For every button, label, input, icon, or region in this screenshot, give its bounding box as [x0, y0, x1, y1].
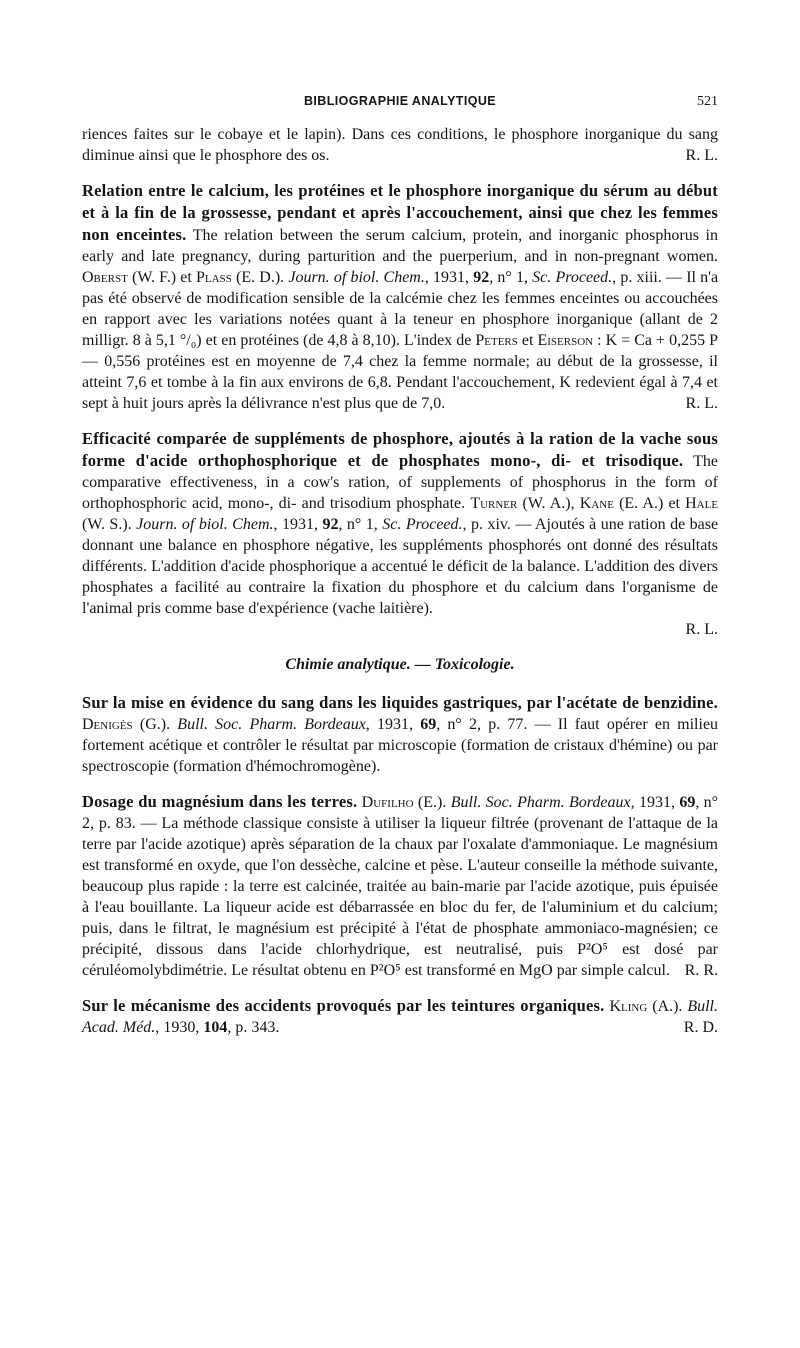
author-name: Dufilho: [361, 794, 414, 811]
conjunction: et: [180, 269, 192, 286]
issue: , p. 343.: [227, 1019, 280, 1036]
continuation-paragraph: [82, 124, 718, 166]
english-title: The relation between the serum calcium, protein, and inorganic phosphorus in early and late pregnancy, during parturition and the puerperium, and in non-pregnant women.: [82, 227, 718, 265]
pages: , p. xiii. —: [612, 269, 683, 286]
abstract-entry: [82, 791, 718, 981]
journal-name: Journ. of biol. Chem.: [288, 269, 425, 286]
author-name: Oberst: [82, 269, 128, 286]
journal-name: Bull. Soc. Pharm. Bordeaux,: [177, 716, 370, 733]
author-name: Hale: [685, 495, 719, 512]
signature: R. L.: [685, 147, 718, 164]
entry-title: Relation entre le calcium, les protéines et le phosphore inorganique du sérum au début et à la fin de la grossesse, pendant et après l'accouchement, ainsi que chez les femmes non enceintes.: [82, 181, 718, 244]
issue: , n° 1,: [338, 516, 378, 533]
author-initials: (W. F.): [131, 269, 177, 286]
year: 1931,: [377, 716, 414, 733]
conjunction: et: [668, 495, 680, 512]
issue: , n° 1,: [489, 269, 528, 286]
year: , 1931,: [273, 516, 318, 533]
abstract-body: Ajoutés à une ration de base donnant une balance en phosphore négative, les suppléments phosphorés ont donné des résultats différents. L'addition d'acide phosphorique a accentué le déficit de la balance. L'addition des divers phosphates a facilité au contraire la fixation du phosphore et du calcium dans l'organisme de l'animal pris comme base d'expérience (vache laitière).: [82, 516, 719, 617]
abstract-body: La méthode classique consiste à utiliser la liqueur filtrée (provenant de l'attaque de la terre par l'acide azotique) après séparation de la chaux par l'oxalate d'ammoniaque. Le magnésium est transformé en oxyde, que l'on dessèche, calcine et pèse. L'auteur conseille la méthode suivante, beaucoup plus rapide : la terre est calcinée, traitée au bain-marie par l'acide azotique, puis épuisée à l'eau bouillante. La liqueur acide est débarrassée en bloc du fer, de l'aluminium et du calcium; puis, dans le filtrat, le magnésium est précipité à l'état de phosphate ammoniaco-magnésien; ce précipité, dissous dans l'acide chlorhydrique, est neutralisé, puis P²O⁵ est dosé par céruléomolybdimétrie. Le résultat obtenu en P²O⁵ est transformé en MgO par simple calcul.: [82, 815, 719, 979]
proceedings: Sc. Proceed.: [532, 269, 613, 286]
author-name: Kane: [579, 495, 614, 512]
proceedings: Sc. Proceed.: [382, 516, 463, 533]
volume: 69: [420, 716, 437, 733]
year: 1930,: [163, 1019, 200, 1036]
author-initials: (E. A.): [619, 495, 664, 512]
journal-name: Journ. of biol. Chem.: [136, 516, 274, 533]
page-number: 521: [697, 94, 718, 109]
author-initials: (W. S.).: [82, 516, 132, 533]
volume: 104: [203, 1019, 228, 1036]
author-name: Eiserson: [537, 332, 594, 349]
author-name: Peters: [475, 332, 518, 349]
author-initials: (E.).: [417, 794, 447, 811]
author-initials: (G.).: [139, 716, 171, 733]
entry-title: Sur la mise en évidence du sang dans les liquides gastriques, par l'acétate de benzidine.: [82, 693, 718, 712]
year: , 1931,: [424, 269, 470, 286]
english-title: The comparative effectiveness, in a cow's ration, of supplements of phosphorus in the form of orthophosphoric acid, mono-, di- and trisodium phosphate.: [82, 453, 719, 512]
abstract-body: : K = Ca + 0,255 P — 0,556 protéines est en moyenne de 7,4 chez la femme normale; au début de la grossesse, il atteint 7,6 et tombe à la fin aux environs de 6,8. Pendant l'accouchement, K redevient égal à 7,4 et sept à huit jours après la délivrance n'est plus que de 7,0.: [82, 332, 719, 412]
signature: R. L.: [685, 395, 718, 412]
running-title: BIBLIOGRAPHIE ANALYTIQUE: [303, 94, 497, 108]
pages: , p. xiv. —: [462, 516, 532, 533]
abstract-entry: [82, 180, 718, 414]
year: 1931,: [638, 794, 675, 811]
author-initials: (A.).: [652, 998, 683, 1015]
journal-name: Bull. Acad. Méd.,: [82, 998, 718, 1036]
issue: , n° 2, p. 83. —: [82, 794, 719, 832]
document-page: [82, 94, 718, 1038]
volume: 92: [473, 269, 490, 286]
author-name: Denigès: [82, 716, 133, 733]
author-name: Plass: [196, 269, 232, 286]
issue: , n° 2, p. 77. —: [436, 716, 551, 733]
author-initials: (E. D.).: [235, 269, 285, 286]
abstract-entry: [82, 995, 718, 1038]
entry-title: Dosage du magnésium dans les terres.: [82, 792, 358, 811]
signature: R. R.: [684, 962, 718, 979]
entry-title: Efficacité comparée de suppléments de phosphore, ajoutés à la ration de la vache sous forme d'acide orthophosphorique et de phosphates mono-, di- et trisodique.: [82, 429, 718, 470]
author-name: Kling: [609, 998, 648, 1015]
author-name: Turner: [470, 495, 518, 512]
volume: 69: [679, 794, 696, 811]
entry-title: Sur le mécanisme des accidents provoqués par les teintures organiques.: [82, 996, 605, 1015]
abstract-entry: [82, 428, 718, 619]
author-initials: (W. A.),: [522, 495, 575, 512]
abstract-body: Il faut opérer en milieu fortement acétique et contrôler le résultat par microscopie (formation de cristaux d'hémine) ou par spectroscopie (formation d'hémochromogène).: [82, 716, 719, 775]
conjunction: et: [521, 332, 534, 349]
signature: R. L.: [685, 621, 718, 638]
running-header: [82, 94, 718, 118]
continuation-text: riences faites sur le cobaye et le lapin). Dans ces conditions, le phosphore inorganique du sang diminue ainsi que le phosphore des os.: [82, 126, 718, 164]
journal-name: Bull. Soc. Pharm. Bordeaux,: [450, 794, 635, 811]
section-heading: Chimie analytique. — Toxicologie.: [285, 656, 515, 673]
abstract-entry: [82, 692, 718, 777]
volume: 92: [322, 516, 339, 533]
signature: R. D.: [683, 1019, 718, 1036]
abstract-body: Il n'a pas été observé de modification sensible de la calcémie chez les femmes enceintes ou accouchées en rapport avec les variations notées quant à la teneur en phosphore inorganique (allant de 2 milligr. 8 à 5,1 °/₀) et en protéines (de 4,8 à 8,10). L'index de: [82, 269, 719, 349]
